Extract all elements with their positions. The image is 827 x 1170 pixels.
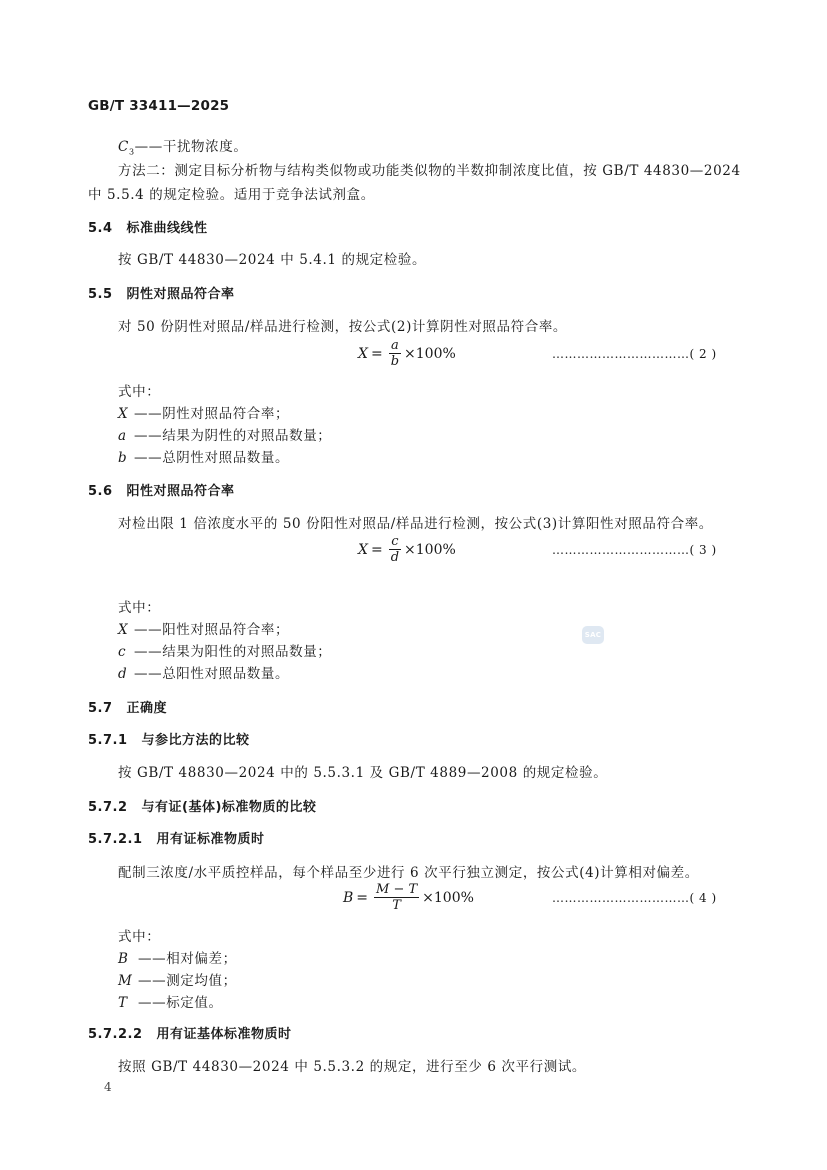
def-symbol: M xyxy=(118,973,133,989)
section-number: 5.7.2.1 xyxy=(88,832,143,847)
formula-lhs: X xyxy=(358,346,368,362)
def-symbol: B xyxy=(118,951,129,967)
c3-symbol: C xyxy=(118,139,129,155)
method2-line2: 中 5.5.4 的规定检验。适用于竞争法试剂盒。 xyxy=(88,187,375,203)
section-number: 5.7.2.2 xyxy=(88,1027,143,1042)
section-number: 5.7.2 xyxy=(88,800,128,815)
def-text: ——标定值。 xyxy=(138,995,223,1011)
formula-rhs: ×100% xyxy=(422,890,474,906)
section-5-7-2-1-heading xyxy=(88,828,265,847)
section-5-4-body: 按 GB/T 44830—2024 中 5.4.1 的规定检验。 xyxy=(118,252,427,268)
section-5-6-body: 对检出限 1 倍浓度水平的 50 份阳性对照品/样品进行检测，按公式(3)计算阳性对照品符合率。 xyxy=(118,516,713,532)
def-row xyxy=(118,991,223,1011)
def-row xyxy=(118,618,289,638)
formula-number: ( 4 ) xyxy=(689,891,717,905)
formula-3 xyxy=(358,535,456,565)
where-label: 式中： xyxy=(118,384,161,400)
where-label: 式中： xyxy=(118,600,161,616)
standard-number-header: GB/T 33411—2025 xyxy=(88,98,230,114)
def-row xyxy=(118,662,289,682)
formula-fraction xyxy=(374,883,419,913)
section-title: 阳性对照品符合率 xyxy=(126,484,235,499)
leader-dots: …………………………… xyxy=(552,543,690,557)
formula-rhs: ×100% xyxy=(404,346,456,362)
where-label: 式中： xyxy=(118,929,161,945)
def-symbol: d xyxy=(118,666,128,682)
formula-4-leader xyxy=(552,891,717,905)
page-number: 4 xyxy=(104,1080,112,1094)
formula-2 xyxy=(358,339,456,369)
c3-text: ——干扰物浓度。 xyxy=(134,139,248,155)
def-row xyxy=(118,640,331,660)
formula-fraction xyxy=(389,535,401,565)
section-title: 用有证标准物质时 xyxy=(156,832,265,847)
c3-definition xyxy=(118,135,247,157)
section-title: 正确度 xyxy=(126,701,168,716)
method2-line1: 方法二：测定目标分析物与结构类似物或功能类似物的半数抑制浓度比值，按 GB/T 44830—2024 xyxy=(118,163,741,179)
section-number: 5.6 xyxy=(88,484,113,499)
section-5-7-2-heading xyxy=(88,796,316,815)
def-symbol: X xyxy=(118,406,129,422)
section-5-5-heading xyxy=(88,283,235,302)
formula-equals: = xyxy=(370,346,383,362)
section-5-7-heading xyxy=(88,697,167,716)
section-5-6-heading xyxy=(88,480,235,499)
formula-equals: = xyxy=(370,542,383,558)
def-row xyxy=(118,969,237,989)
fraction-numerator: M − T xyxy=(376,882,418,897)
def-text: ——结果为阴性的对照品数量； xyxy=(134,428,332,444)
section-number: 5.7 xyxy=(88,701,113,716)
fraction-denominator: T xyxy=(392,898,401,913)
formula-4 xyxy=(343,883,474,913)
leader-dots: …………………………… xyxy=(552,891,690,905)
fraction-numerator: a xyxy=(390,338,399,353)
section-title: 与有证(基体)标准物质的比较 xyxy=(141,800,317,815)
fraction-numerator: c xyxy=(391,534,399,549)
def-text: ——测定均值； xyxy=(138,973,237,989)
section-title: 与参比方法的比较 xyxy=(141,733,250,748)
section-title: 用有证基体标准物质时 xyxy=(156,1027,292,1042)
section-5-7-1-heading xyxy=(88,729,250,748)
section-title: 阴性对照品符合率 xyxy=(126,287,235,302)
formula-lhs: X xyxy=(358,542,368,558)
def-text: ——阴性对照品符合率； xyxy=(134,406,290,422)
formula-number: ( 2 ) xyxy=(689,347,717,361)
def-text: ——相对偏差； xyxy=(138,951,237,967)
def-text: ——总阳性对照品数量。 xyxy=(134,666,290,682)
section-number: 5.4 xyxy=(88,221,113,236)
section-title: 标准曲线线性 xyxy=(126,221,208,236)
formula-fraction xyxy=(389,339,401,369)
sac-watermark-logo: SAC xyxy=(582,626,604,644)
leader-dots: …………………………… xyxy=(552,347,690,361)
def-symbol: b xyxy=(118,450,128,466)
c3-subscript: 3 xyxy=(128,147,135,157)
def-text: ——总阴性对照品数量。 xyxy=(134,450,290,466)
section-5-7-2-2-heading xyxy=(88,1023,292,1042)
section-5-7-2-2-body: 按照 GB/T 44830—2024 中 5.5.3.2 的规定，进行至少 6 次平行测试。 xyxy=(118,1059,587,1075)
section-5-4-heading xyxy=(88,217,208,236)
def-row xyxy=(118,947,237,967)
formula-lhs: B xyxy=(343,890,354,906)
formula-3-leader xyxy=(552,543,717,557)
formula-equals: = xyxy=(356,890,369,906)
formula-rhs: ×100% xyxy=(404,542,456,558)
fraction-denominator: d xyxy=(390,550,400,565)
def-text: ——阳性对照品符合率； xyxy=(134,622,290,638)
def-symbol: c xyxy=(118,644,127,660)
fraction-denominator: b xyxy=(390,354,400,369)
def-text: ——结果为阳性的对照品数量； xyxy=(134,644,332,660)
section-number: 5.5 xyxy=(88,287,113,302)
def-row xyxy=(118,446,289,466)
def-row xyxy=(118,424,331,444)
def-symbol: X xyxy=(118,622,129,638)
formula-number: ( 3 ) xyxy=(689,543,717,557)
section-5-5-body: 对 50 份阴性对照品/样品进行检测，按公式(2)计算阴性对照品符合率。 xyxy=(118,319,568,335)
formula-2-leader xyxy=(552,347,717,361)
def-row xyxy=(118,402,289,422)
section-5-7-1-body: 按 GB/T 48830—2024 中的 5.5.3.1 及 GB/T 4889—2008 的规定检验。 xyxy=(118,765,608,781)
def-symbol: T xyxy=(118,995,128,1011)
section-number: 5.7.1 xyxy=(88,733,128,748)
section-5-7-2-1-body: 配制三浓度/水平质控样品，每个样品至少进行 6 次平行独立测定，按公式(4)计算相对偏差。 xyxy=(118,865,699,881)
def-symbol: a xyxy=(118,428,127,444)
